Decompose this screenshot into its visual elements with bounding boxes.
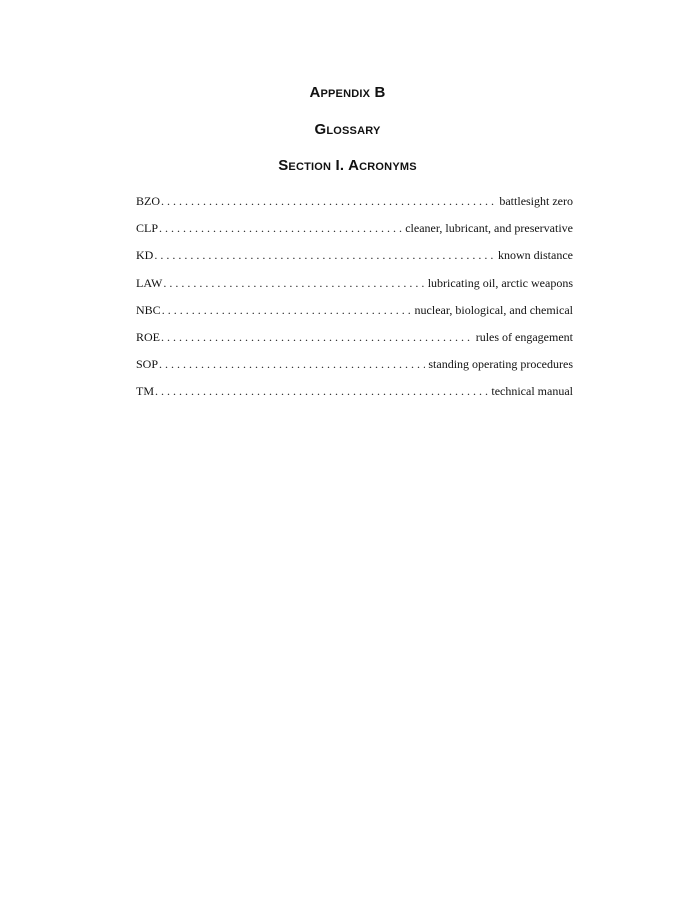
acronym-definition: known distance: [498, 248, 573, 263]
section-title: Section I. Acronyms: [278, 157, 417, 174]
dot-leader: [161, 330, 473, 345]
glossary-title: Glossary: [314, 121, 381, 138]
acronym-term: TM: [136, 384, 154, 399]
dot-leader: [159, 221, 402, 236]
acronym-term: LAW: [136, 275, 163, 290]
acronym-entry-nbc: [136, 303, 573, 330]
acronym-entry-tm: [136, 384, 573, 411]
acronym-definition: standing operating procedures: [428, 357, 573, 372]
acronym-term: SOP: [136, 357, 159, 372]
acronym-entry-sop: [136, 357, 573, 384]
acronym-definition: lubricating oil, arctic weapons: [427, 275, 573, 290]
acronym-entry-bzo: [136, 194, 573, 221]
acronym-definition: technical manual: [491, 384, 573, 399]
acronym-entry-clp: [136, 221, 573, 248]
acronym-term: KD: [136, 248, 154, 263]
acronym-definition: rules of engagement: [475, 329, 573, 344]
acronym-definition: battlesight zero: [499, 194, 573, 208]
acronym-term: CLP: [136, 221, 159, 236]
acronym-definition: nuclear, biological, and chemical: [414, 302, 573, 317]
dot-leader: [163, 276, 424, 291]
acronym-term: BZO: [136, 194, 160, 208]
dot-leader: [161, 194, 496, 209]
acronym-term: NBC: [136, 302, 161, 317]
dot-leader: [162, 303, 412, 318]
acronym-entry-kd: [136, 248, 573, 275]
acronym-entry-law: [136, 276, 573, 303]
dot-leader: [154, 248, 495, 263]
acronym-entry-roe: [136, 330, 573, 357]
dot-leader: [155, 384, 488, 399]
appendix-title: Appendix B: [309, 84, 386, 101]
dot-leader: [159, 357, 425, 372]
acronym-term: ROE: [136, 329, 160, 344]
acronym-definition: cleaner, lubricant, and preservative: [405, 221, 573, 236]
acronym-list: [136, 194, 573, 412]
